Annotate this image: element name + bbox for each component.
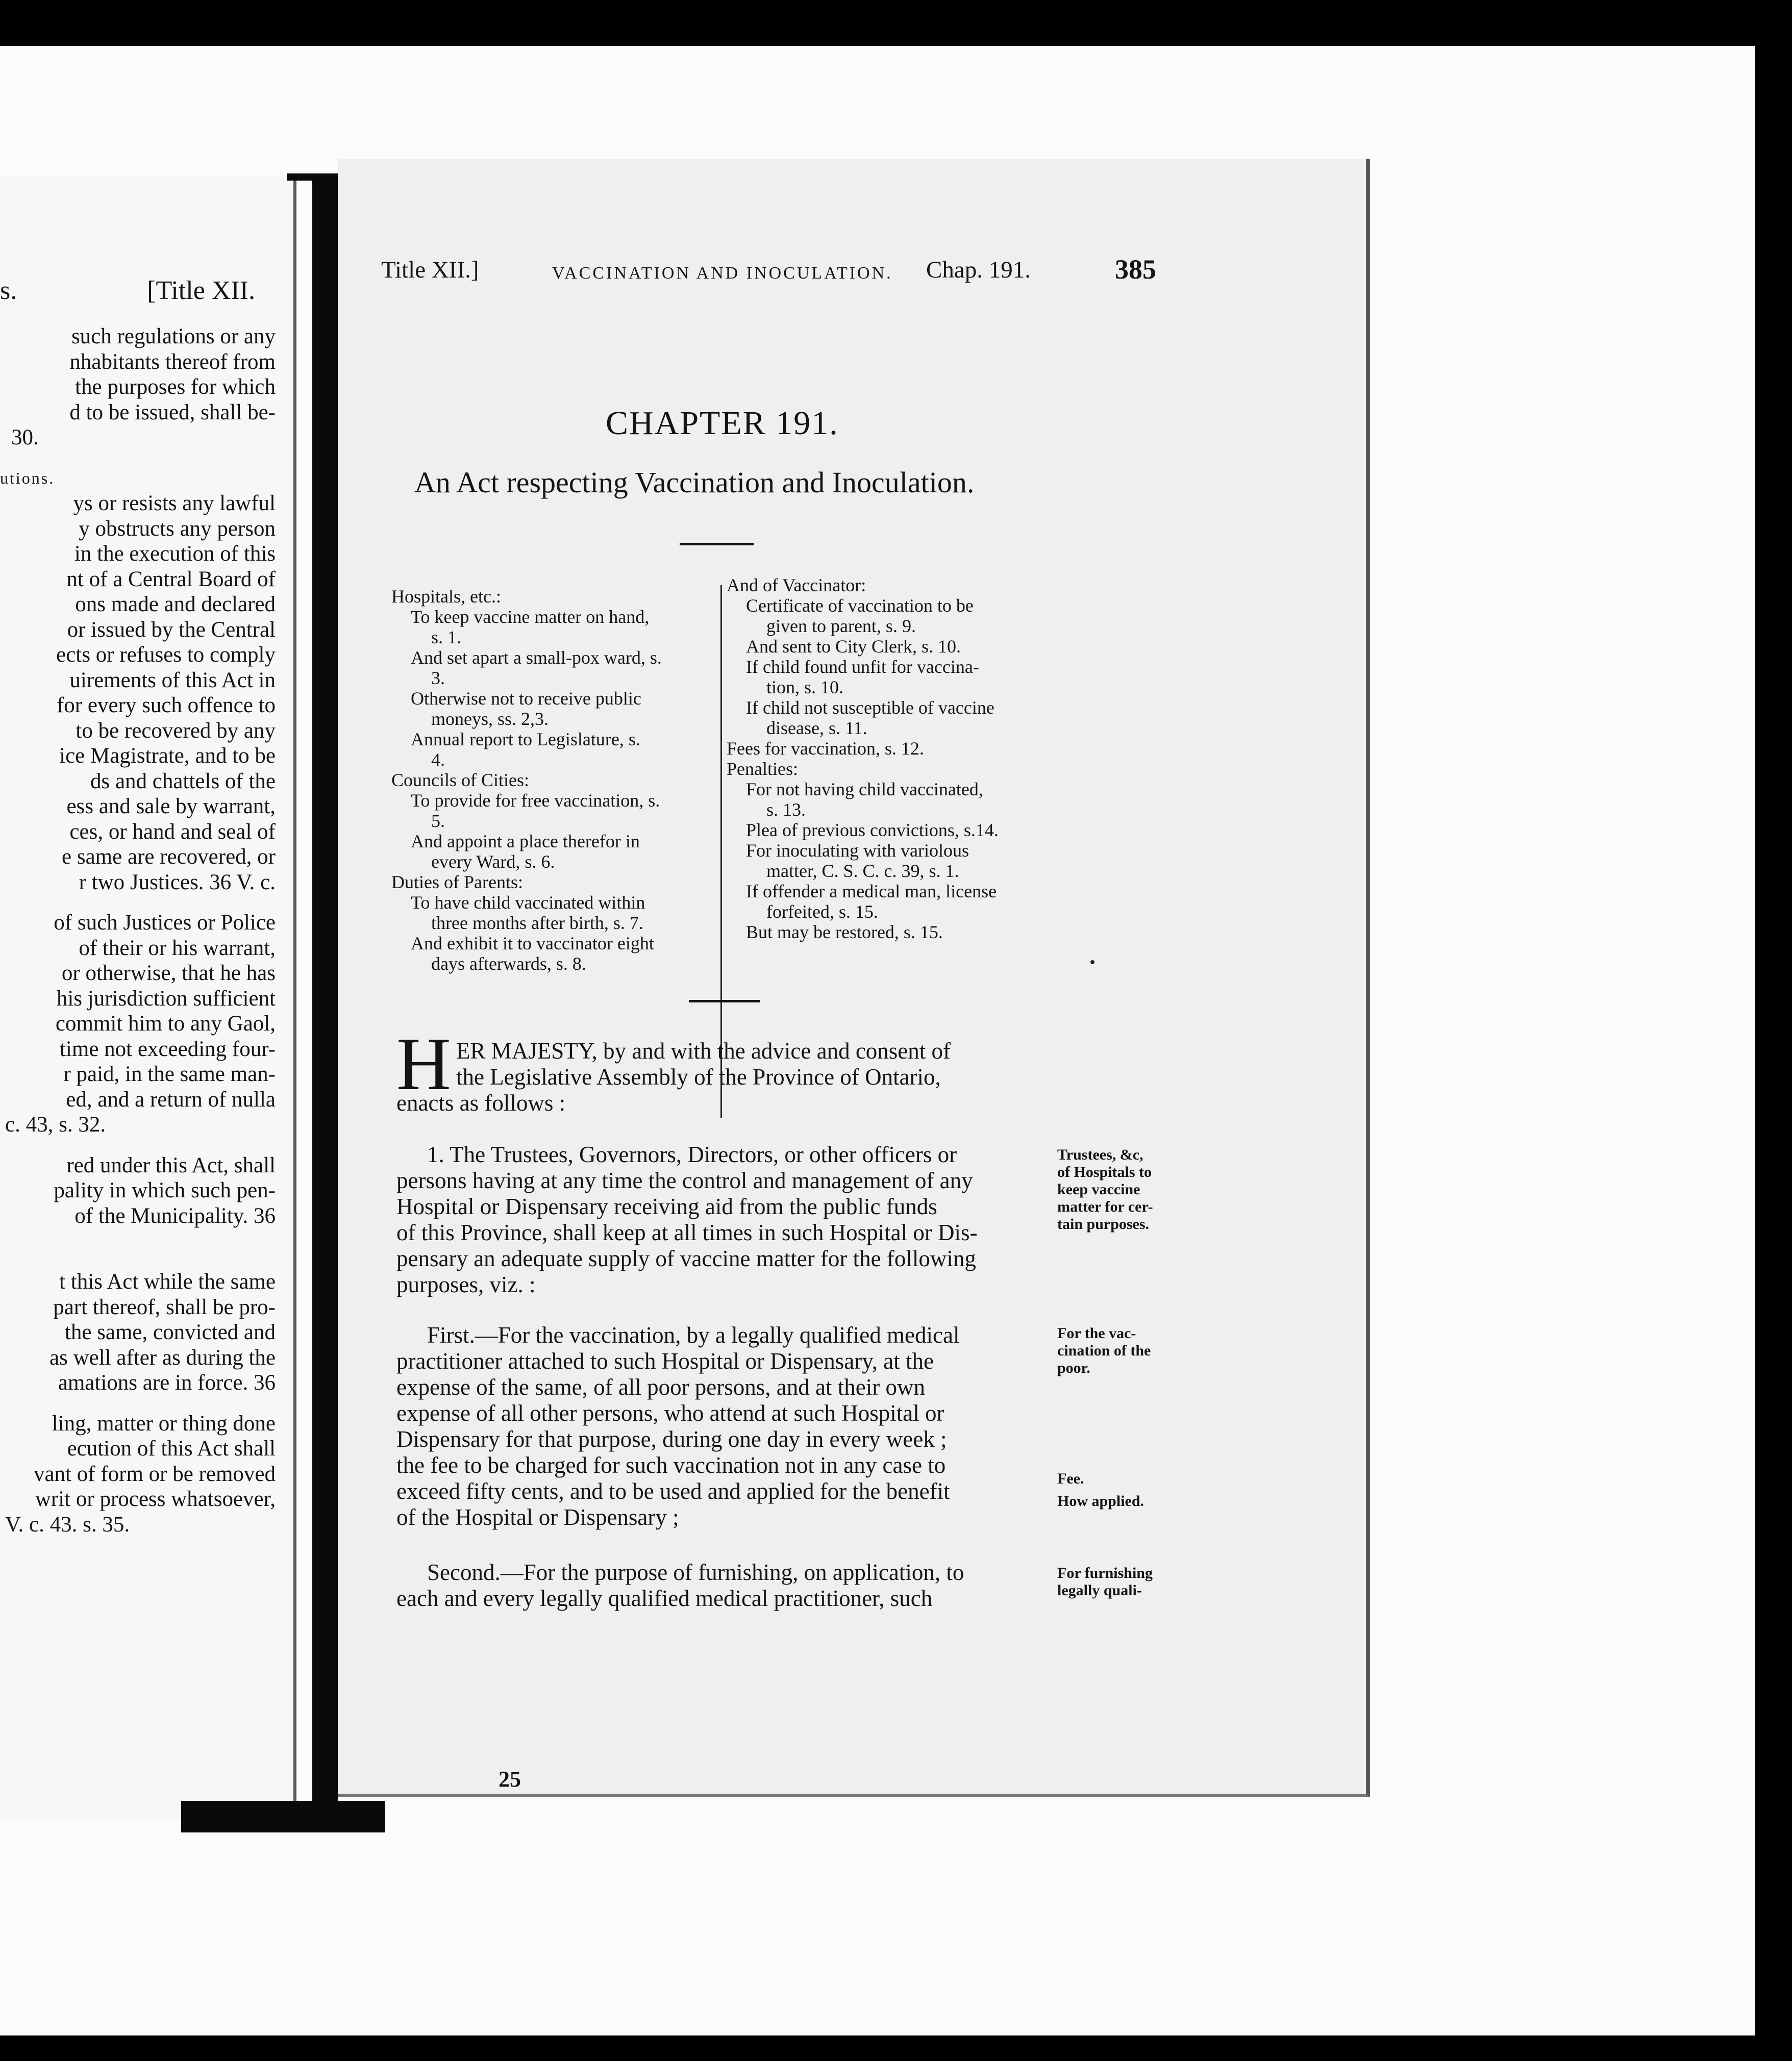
section-1-line: of this Province, shall keep at all times in such Hospital or Dis- (396, 1220, 978, 1245)
paragraph-second-line: Second.—For the purpose of furnishing, on application, to (427, 1560, 964, 1585)
toc-entry: If child found unfit for vaccina- (746, 657, 979, 677)
left-line: nhabitants thereof from (69, 349, 276, 374)
left-line: pality in which such pen- (54, 1178, 276, 1202)
toc-entry: If offender a medical man, license (746, 881, 997, 901)
left-header-fragment: s. (0, 276, 17, 305)
toc-entry: 3. (431, 668, 445, 688)
paragraph-first-line: expense of all other persons, who attend at such Hospital or (396, 1400, 944, 1426)
toc-entry: To have child vaccinated within (411, 892, 645, 913)
left-line: r two Justices. 36 V. c. (79, 870, 276, 894)
paragraph-first-line: First.—For the vaccination, by a legally qualified medical (427, 1322, 960, 1348)
toc-entry: Plea of previous convictions, s.14. (746, 820, 999, 840)
left-line: V. c. 43. s. 35. (5, 1512, 130, 1537)
toc-entry: Annual report to Legislature, s. (411, 729, 640, 749)
toc-entry: But may be restored, s. 15. (746, 922, 943, 942)
scan-edge-right (1755, 46, 1792, 2035)
rule-bottom (689, 1000, 760, 1002)
left-line: ds and chattels of the (90, 769, 276, 793)
left-line: red under this Act, shall (66, 1153, 276, 1177)
toc-entry: three months after birth, s. 7. (431, 913, 643, 933)
left-line: ects or refuses to comply (56, 643, 276, 667)
left-line: ys or resists any lawful (73, 491, 276, 515)
toc-entry: And of Vaccinator: (727, 575, 866, 595)
left-line: in the execution of this (74, 542, 276, 566)
running-head-chapter: Chap. 191. (926, 257, 1031, 283)
left-line: e same are recovered, or (62, 845, 276, 869)
margin-note-line: poor. (1057, 1360, 1090, 1376)
margin-note-line: How applied. (1057, 1493, 1144, 1510)
toc-entry: days afterwards, s. 8. (431, 953, 586, 974)
toc-entry: Otherwise not to receive public (411, 688, 641, 709)
running-head-title: Title XII.] (381, 257, 479, 283)
left-line: y obstructs any person (79, 516, 276, 541)
toc-entry: s. 1. (431, 627, 462, 647)
margin-note-furnishing (1057, 1565, 1210, 1599)
left-line: c. 43, s. 32. (5, 1113, 106, 1137)
page-number: 385 (1115, 254, 1156, 285)
margin-note-line: Fee. (1057, 1470, 1084, 1487)
left-line: r paid, in the same man- (63, 1062, 276, 1086)
enacting-line: the Legislative Assembly of the Province of Ontario, (456, 1064, 941, 1090)
paragraph-first-line: exceed fifty cents, and to be used and applied for the benefit (396, 1478, 950, 1504)
ink-speck (1090, 960, 1094, 964)
margin-note-line: matter for cer- (1057, 1198, 1153, 1215)
margin-note-line: tain purposes. (1057, 1216, 1150, 1233)
toc-entry: moneys, ss. 2,3. (431, 709, 549, 729)
left-line: ice Magistrate, and to be (59, 744, 276, 768)
scan-edge-bottom (0, 2035, 1792, 2061)
section-1-line: pensary an adequate supply of vaccine matter for the following (396, 1246, 976, 1271)
section-1-line: Hospital or Dispensary receiving aid from the public funds (396, 1194, 937, 1219)
left-page (0, 176, 296, 1819)
left-line: nt of a Central Board of (66, 567, 276, 591)
left-page-text (0, 324, 276, 1537)
enacting-line: enacts as follows : (396, 1090, 566, 1116)
toc-entry: Penalties: (727, 759, 798, 779)
paragraph-first-line: of the Hospital or Dispensary ; (396, 1504, 679, 1530)
paragraph-first-line: the fee to be charged for such vaccination not in any case to (396, 1452, 946, 1478)
left-line: ces, or hand and seal of (69, 819, 276, 844)
binding-gutter-bottom (181, 1801, 385, 1832)
toc-entry: disease, s. 11. (766, 718, 867, 738)
left-line: or issued by the Central (67, 617, 276, 642)
left-line: ess and sale by warrant, (66, 794, 276, 818)
section-1-line: purposes, viz. : (396, 1272, 536, 1297)
left-line: his jurisdiction sufficient (56, 986, 276, 1011)
left-line: t this Act while the same (59, 1270, 276, 1294)
left-line: such regulations or any (71, 324, 276, 348)
toc-entry: Duties of Parents: (391, 872, 523, 892)
left-line: of such Justices or Police (54, 911, 276, 935)
section-1-line: persons having at any time the control and management of any (396, 1168, 973, 1193)
margin-note-fee (1057, 1470, 1210, 1510)
margin-note-vaccination (1057, 1325, 1210, 1377)
left-line: uirements of this Act in (69, 668, 276, 692)
chapter-heading: CHAPTER 191. (606, 405, 839, 442)
left-line: time not exceeding four- (59, 1037, 276, 1061)
toc-entry: tion, s. 10. (766, 677, 844, 697)
paragraph-first (396, 1322, 1050, 1530)
act-title: An Act respecting Vaccination and Inoculation. (414, 466, 975, 499)
toc-entry: every Ward, s. 6. (431, 851, 555, 872)
toc-entry: Fees for vaccination, s. 12. (727, 738, 924, 759)
left-line: 30. (11, 425, 39, 449)
left-line: of the Municipality. 36 (74, 1203, 276, 1228)
paragraph-second-line: each and every legally qualified medical practitioner, such (396, 1586, 933, 1611)
toc-entry: s. 13. (766, 799, 806, 820)
toc-entry: And appoint a place therefor in (411, 831, 640, 851)
left-line: the same, convicted and (64, 1320, 276, 1344)
left-line: amations are in force. 36 (58, 1371, 276, 1395)
toc-entry: For not having child vaccinated, (746, 779, 983, 799)
toc-entry: Certificate of vaccination to be (746, 595, 974, 616)
margin-note-trustees (1057, 1146, 1210, 1233)
paragraph-first-line: expense of the same, of all poor persons, and at their own (396, 1374, 925, 1400)
paragraph-first-line: practitioner attached to such Hospital or Dispensary, at the (396, 1348, 934, 1374)
toc-entry: And sent to City Clerk, s. 10. (746, 636, 961, 657)
left-header-title: [Title XII. (147, 276, 255, 305)
toc-entry: If child not susceptible of vaccine (746, 697, 994, 718)
left-line: ecution of this Act shall (67, 1437, 276, 1461)
running-head-subject: VACCINATION AND INOCULATION. (552, 264, 893, 283)
toc-entry: given to parent, s. 9. (766, 616, 916, 636)
toc-entry: And exhibit it to vaccinator eight (411, 933, 654, 953)
toc-entry: 4. (431, 749, 445, 770)
toc-entry: To keep vaccine matter on hand, (411, 607, 650, 627)
margin-note-line: cination of the (1057, 1342, 1151, 1359)
left-line-heading: utions. (0, 468, 55, 487)
toc-entry: forfeited, s. 15. (766, 901, 878, 922)
toc-entry: matter, C. S. C. c. 39, s. 1. (766, 861, 959, 881)
margin-note-line: legally quali- (1057, 1582, 1142, 1599)
left-line: d to be issued, shall be- (69, 400, 276, 424)
left-line: or otherwise, that he has (61, 961, 276, 985)
margin-note-line: For the vac- (1057, 1325, 1136, 1342)
margin-note-line: Trustees, &c, (1057, 1146, 1143, 1163)
toc-entry: And set apart a small-pox ward, s. (411, 647, 662, 668)
binding-gutter (312, 173, 338, 1801)
drop-cap: H (396, 1022, 451, 1106)
toc-left-column (391, 575, 662, 974)
margin-note-line: of Hospitals to (1057, 1164, 1152, 1180)
section-1 (396, 1142, 1050, 1298)
left-line: vant of form or be removed (33, 1462, 276, 1486)
right-page (338, 159, 1370, 1797)
toc-entry: Hospitals, etc.: (391, 586, 501, 607)
left-line: of their or his warrant, (79, 936, 276, 960)
toc-entry: 5. (431, 811, 445, 831)
toc-entry: Councils of Cities: (391, 770, 529, 790)
left-line: for every such offence to (56, 693, 276, 717)
left-line: ling, matter or thing done (52, 1411, 276, 1436)
left-line: writ or process whatsoever, (35, 1487, 276, 1511)
margin-note-line: keep vaccine (1057, 1181, 1140, 1198)
left-line: ons made and declared (75, 592, 276, 616)
paragraph-second (396, 1560, 1050, 1612)
signature-mark: 25 (499, 1767, 521, 1792)
left-line: to be recovered by any (76, 718, 276, 743)
paragraph-first-line: Dispensary for that purpose, during one day in every week ; (396, 1426, 947, 1452)
margin-note-line: For furnishing (1057, 1565, 1153, 1581)
toc-entry: To provide for free vaccination, s. (411, 790, 660, 811)
left-line: the purposes for which (75, 375, 276, 399)
toc-right-column (727, 575, 999, 942)
left-line: ed, and a return of nulla (66, 1087, 276, 1112)
left-line: as well after as during the (49, 1345, 276, 1370)
left-line: part thereof, shall be pro- (53, 1295, 276, 1319)
toc-entry: For inoculating with variolous (746, 840, 969, 861)
enacting-line: ER MAJESTY, by and with the advice and consent of (456, 1038, 951, 1064)
rule-top (680, 543, 754, 545)
section-1-line: 1. The Trustees, Governors, Directors, or other officers or (427, 1142, 957, 1167)
left-line: commit him to any Gaol, (55, 1012, 276, 1036)
